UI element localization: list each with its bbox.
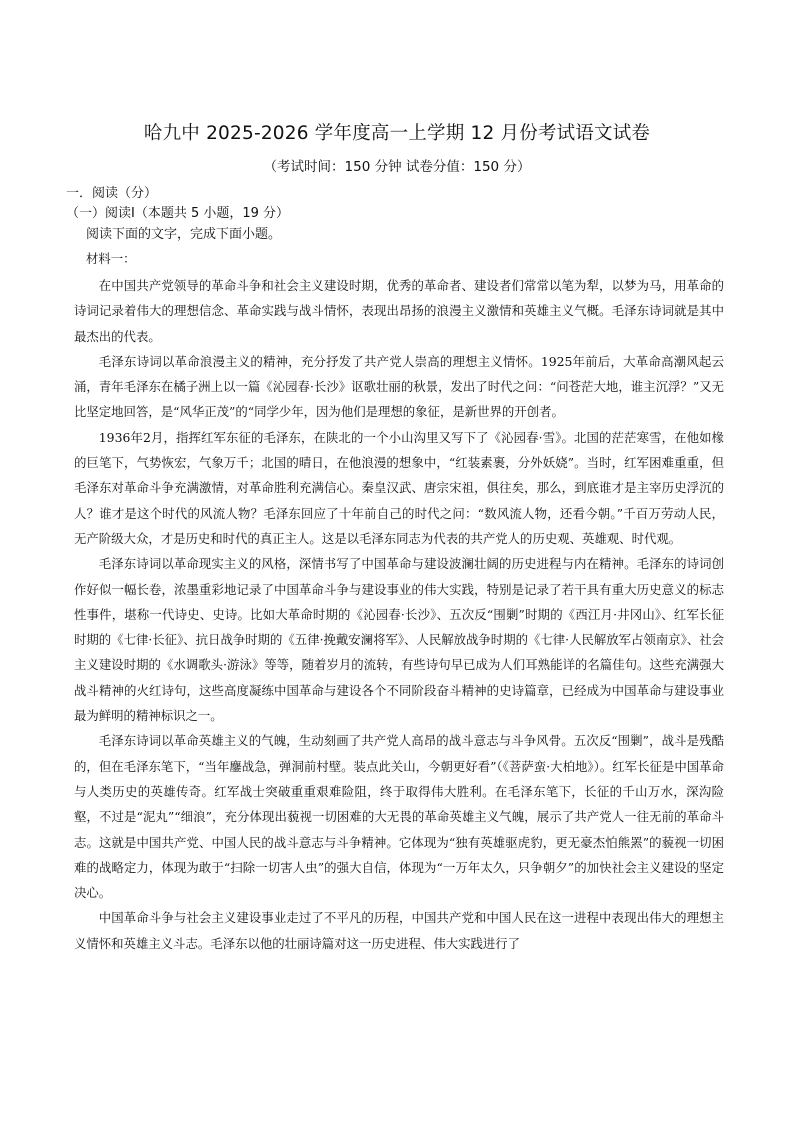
paragraph: 毛泽东诗词以革命现实主义的风格，深情书写了中国革命与建设波澜壮阔的历史进程与内在精神。毛泽东的诗词创作好似一幅长卷，浓墨重彩地记录了中国革命斗争与建设事业的伟大实践，特别是记录了若干具有重大历史意义的标志性事件，堪称一代诗史、史诗。比如大革命时期的《沁园春·长沙》、五次反“围剿”时期的《西江月·井冈山》、红军长征时期的《七律·长征》、抗日战争时期的《五律·挽戴安澜将军》、人民解放战争时期的《七律·人民解放军占领南京》、社会主义建设时期的《水调歌头·游泳》等等，随着岁月的流转，有些诗句早已成为人们耳熟能详的名篇佳句。这些充满强大战斗精神的火红诗句，这些高度凝练中国革命与建设各个不同阶段奋斗精神的史诗篇章，已经成为中国革命与建设事业最为鲜明的精神标识之一。 [74,556,724,724]
part-heading: 一．阅读（分） [66,186,158,201]
paragraph: 毛泽东诗词以革命英雄主义的气魄，生动刻画了共产党人高昂的战斗意志与斗争风骨。五次反“围剿”，战斗是残酷的，但在毛泽东笔下，“当年鏖战急，弹洞前村壁。装点此关山，今朝更好看”（《菩萨蛮·大柏地》）。红军长征是中国革命与人类历史的英雄传奇。红军战士突破重重艰难险阻，终于取得伟大胜利。在毛泽东笔下，长征的千山万水，深沟险壑，不过是“泥丸”“细浪”，充分体现出藐视一切困难的大无畏的革命英雄主义气魄，展示了共产党人一往无前的革命斗志。这就是中国共产党、中国人民的战斗意志与斗争精神。它体现为“独有英雄驱虎豹，更无豪杰怕熊罴”的藐视一切困难的战略定力，体现为敢于“扫除一切害人虫”的强大自信，体现为“一万年太久，只争朝夕”的加快社会主义建设的坚定决心。 [74,733,724,901]
exam-title: 哈九中 2025-2026 学年度高一上学期 12 月份考试语文试卷 [143,123,651,144]
exam-subtitle: （考试时间：150 分钟 试卷分值：150 分） [263,159,531,175]
subsection-heading: （一）阅读Ⅰ（本题共 5 小题，19 分） [66,206,290,221]
material-label: 材料一： [86,251,136,266]
paragraph: 在中国共产党领导的革命斗争和社会主义建设时期，优秀的革命者、建设者们常常以笔为犁，以梦为马，用革命的诗词记录着伟大的理想信念、革命实践与战斗情怀，表现出昂扬的浪漫主义激情和英雄主义气概。毛泽东诗词就是其中最杰出的代表。 [74,278,724,344]
instruction-text: 阅读下面的文字，完成下面小题。 [86,227,282,242]
article-body [74,273,724,956]
paragraph: 中国革命斗争与社会主义建设事业走过了不平凡的历程，中国共产党和中国人民在这一进程中表现出伟大的理想主义情怀和英雄主义斗志。毛泽东以他的壮丽诗篇对这一历史进程、伟大实践进行了 [74,910,724,951]
paragraph: 1936年2月，指挥红军东征的毛泽东，在陕北的一个小山沟里又写下了《沁园春·雪》。北国的茫茫寒雪，在他如椽的巨笔下，气势恢宏，气象万千；北国的晴日，在他浪漫的想象中，“红装素裹，分外妖娆”。当时，红军困难重重，但毛泽东对革命斗争充满激情，对革命胜利充满信心。秦皇汉武、唐宗宋祖，俱往矣，那么，到底谁才是主宰历史浮沉的人？谁才是这个时代的风流人物？毛泽东回应了十年前自己的时代之问：“数风流人物，还看今朝。”千百万劳动人民，无产阶级大众，才是历史和时代的真正主人。这是以毛泽东同志为代表的共产党人的历史观、英雄观、时代观。 [74,429,724,546]
paragraph: 毛泽东诗词以革命浪漫主义的精神，充分抒发了共产党人崇高的理想主义情怀。1925年前后，大革命高潮风起云涌，青年毛泽东在橘子洲上以一篇《沁园春·长沙》讴歌壮丽的秋景，发出了时代之问：“问苍茫大地，谁主沉浮？”又无比坚定地回答，是“风华正茂”的“同学少年，因为他们是理想的象征，是新世界的开创者。 [74,353,724,420]
